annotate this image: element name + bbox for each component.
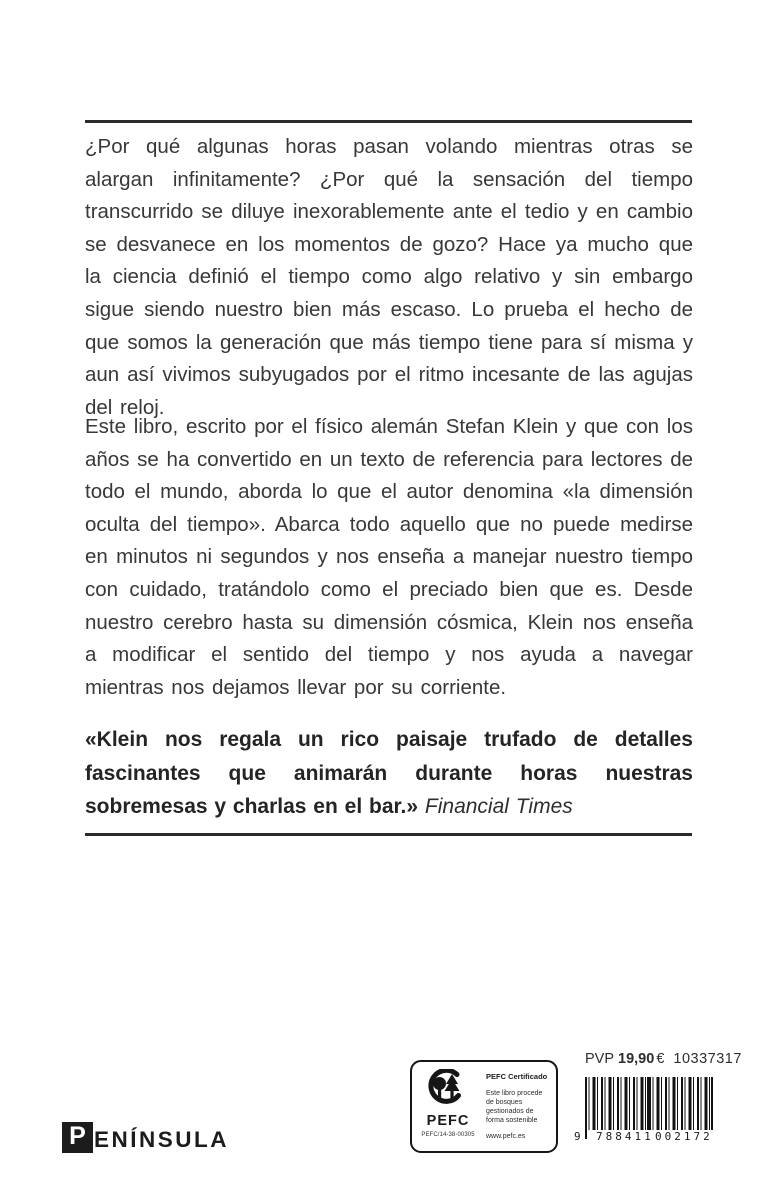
price-value: 19,90 [618,1051,655,1067]
product-code: 10337317 [673,1051,742,1067]
pefc-description: Este libro procede de bosques gestionados de forma sostenible [486,1090,543,1124]
review-quote-text: «Klein nos regala un rico paisaje trufado de detalles fascinantes que animarán durante horas nuestras sobremesas y charlas en el bar.» [85,728,693,818]
pefc-text-column [478,1062,556,1151]
pefc-title: PEFC Certificado [486,1072,548,1081]
barcode-digits [574,1129,713,1143]
pefc-logo-word: PEFC [426,1113,470,1129]
barcode-digit-lead: 9 [574,1130,581,1143]
review-source: Financial Times [424,795,573,818]
pefc-website: www.pefc.es [486,1133,526,1140]
publisher-logo-mark: P [62,1122,93,1153]
divider-top [85,120,692,123]
barcode-digit-group-2: 002172 [655,1130,713,1143]
pefc-certification-label [410,1060,558,1153]
price-line [585,1051,742,1067]
synopsis-paragraph-1: ¿Por qué algunas horas pasan volando mientras otras se alargan infinitamente? ¿Por qué la sensación del tiempo transcurrido se diluye inexorablemente ante el tedio y en cambio se desvanece en los momentos de gozo? Hace ya mucho que la ciencia definió el tiempo como algo relativo y sin embargo sigue siendo nuestro bien más escaso. Lo prueba el hecho de que somos la generación que más tiempo tiene para sí misma y aun así vivimos subyugados por el ritmo incesante de las agujas del reloj. [85,135,693,419]
pefc-logo-column [412,1062,478,1151]
ean13-barcode [574,1077,713,1143]
publisher-logo [62,1122,229,1153]
divider-bottom [85,833,692,836]
review-quote [85,723,693,824]
synopsis-paragraph-2: Este libro, escrito por el físico alemán Stefan Klein y que con los años se ha convertido en un texto de referencia para lectores de todo el mundo, aborda lo que el autor denomina «la dimensión oculta del tiempo». Abarca todo aquello que no puede medirse en minutos ni segundos y nos enseña a manejar nuestro tiempo con cuidado, tratándolo como el preciado bien que es. Desde nuestro cerebro hasta su dimensión cósmica, Klein nos enseña a modificar el sentido del tiempo y nos ayuda a navegar mientras nos dejamos llevar por su corriente. [85,415,693,699]
pefc-license-number: PEFC/14-38-00305 [421,1131,475,1138]
pvp-label: PVP [585,1051,615,1067]
pefc-logo-icon [423,1069,473,1113]
publisher-name: ENÍNSULA [94,1126,230,1152]
barcode-digit-group-1: 788411 [596,1130,654,1143]
currency-symbol: € [656,1051,665,1067]
barcode-bars [585,1077,713,1130]
